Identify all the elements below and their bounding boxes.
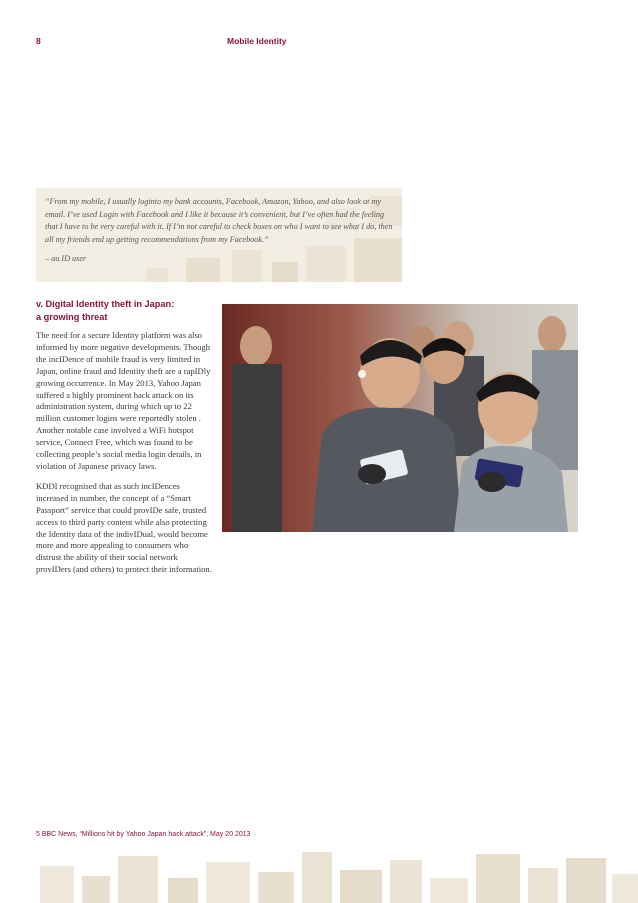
section-heading (36, 298, 216, 323)
quote-box (36, 188, 402, 282)
body-paragraph: KDDI recognised that as such incIDences increased in number, the concept of a “Smart Passport” service that could provIDe safe, trusted access to third party content while also protecting the Identity data of the indivIDual, would become more and more appealing to consumers who distrust the ability of their social network provIDers (and others) to protect their information. (36, 480, 212, 575)
page-header (36, 36, 602, 50)
running-title: Mobile Identity (227, 36, 287, 46)
footnote: 5 BBC News, “Millions hit by Yahoo Japan hack attack”, May 20 2013 (36, 831, 251, 838)
photo-people-gaming-icon (222, 304, 578, 532)
page-number: 8 (36, 36, 41, 46)
quote-text: “From my mobile, I usually loginto my bank accounts, Facebook, Amazon, Yahoo, and also look at my email. I’ve used Login with Facebook and I like it because it’s convenient, but I’ve often had the feeling that I have to be very careful with it. If I’m not careful to check boxes on who I want to see what I do, then all my friends end up getting recommendations from my Facebook.” (45, 197, 393, 244)
section-heading-line2: a growing threat (36, 311, 108, 322)
decorative-squares-icon (0, 848, 638, 903)
crowd-photo (222, 304, 578, 532)
body-column (36, 330, 214, 584)
body-paragraph: The need for a secure Identity platform was also informed by more negative developments. Though the incIDence of mobile fraud is very limited in Japan, online fraud and Identity theft are a rapIDly growing occurrence. In May 2013, Yahoo Japan suffered a highly prominent hack attack on its administration system, during which up to 22 million customer logins were reportedly stolen . Another notable case involved a WiFi hotspot service, Connect Free, which was found to be collecting people’s social media login details, in violation of Japanese privacy laws. (36, 330, 211, 471)
quote-attribution: – au ID user (45, 254, 87, 263)
section-heading-line1: v. Digital Identity theft in Japan: (36, 299, 175, 309)
